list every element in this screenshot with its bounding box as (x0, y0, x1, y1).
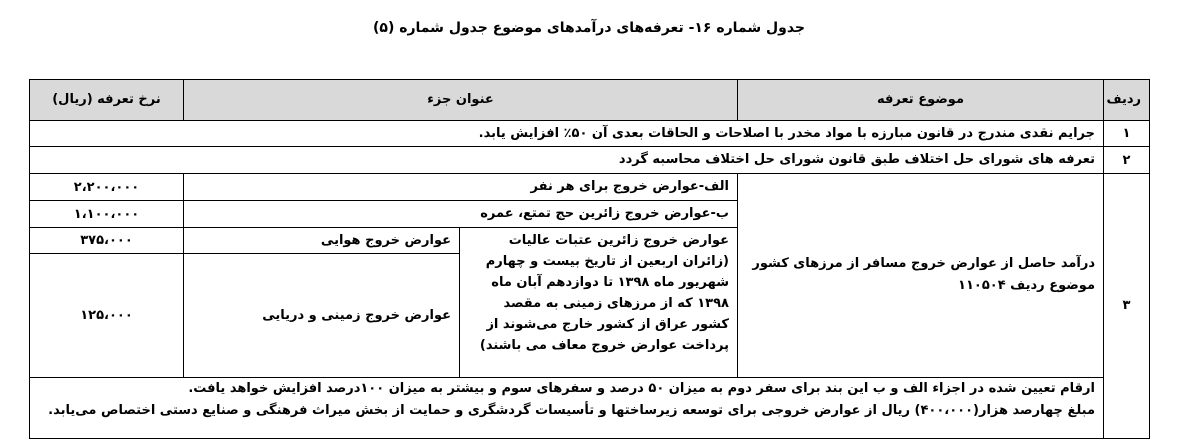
item-a-label: الف-عوارض خروج برای هر نفر (184, 173, 738, 201)
tariff-table (29, 79, 1150, 439)
header-rate: نرخ تعرفه (ریال) (30, 80, 184, 121)
row-text: تعرفه های شورای حل اختلاف طبق قانون شورای حل اختلاف محاسبه گردد (30, 147, 1104, 174)
row-text: جرایم نقدی مندرج در قانون مبارزه با مواد مخدر با اصلاحات و الحاقات بعدی آن ۵۰٪ افزایش یابد. (30, 120, 1104, 147)
table-row (30, 377, 1150, 438)
tariff-subject: درآمد حاصل از عوارض خروج مسافر از مرزهای کشور موضوع ردیف ۱۱۰۵۰۴ (738, 173, 1104, 377)
table-row (30, 173, 1150, 201)
item-c-air-label: عوارض خروج هوایی (184, 227, 460, 254)
header-item-title: عنوان جزء (184, 80, 738, 121)
item-c-label: عوارض خروج زائرین عتبات عالیات (زائران اربعین از تاریخ بیست و چهارم شهریور ماه ۱۳۹۸ تا دوازدهم آبان ماه ۱۳۹۸ که از مرزهای زمینی به مقصد کشور عراق از کشور خارج می‌شوند از پرداخت عوارض خروج معاف می باشند) (460, 227, 738, 377)
header-row-no: ردیف (1104, 80, 1150, 121)
row-notes (30, 377, 1104, 438)
note-2: مبلغ چهارصد هزار(۴۰۰،۰۰۰) ریال از عوارض خروجی برای توسعه زیرساختها و تأسیسات گردشگری و حمایت از بخش میراث فرهنگی و صنایع دستی اختصاص می‌یابد. (48, 402, 1095, 418)
item-c-land-label: عوارض خروج زمینی و دریایی (184, 254, 460, 377)
row-number: ۳ (1104, 173, 1150, 438)
item-a-rate: ۲،۲۰۰،۰۰۰ (30, 173, 184, 201)
table-row (30, 147, 1150, 174)
item-b-label: ب-عوارض خروج زائرین حج تمتع، عمره (184, 201, 738, 228)
item-c-land-rate: ۱۲۵،۰۰۰ (30, 254, 184, 377)
item-c-air-rate: ۳۷۵،۰۰۰ (30, 227, 184, 254)
note-1: ارقام تعیین شده در اجزاء الف و ب این بند برای سفر دوم به میزان ۵۰ درصد و سفرهای سوم و بیشتر به میزان ۱۰۰درصد افزایش خواهد یافت. (188, 380, 1095, 396)
item-b-rate: ۱،۱۰۰،۰۰۰ (30, 201, 184, 228)
header-subject: موضوع تعرفه (738, 80, 1104, 121)
header-row (30, 80, 1150, 121)
row-number: ۲ (1104, 147, 1150, 174)
table-row (30, 120, 1150, 147)
table-caption: جدول شماره ۱۶- تعرفه‌های درآمدهای موضوع جدول شماره (۵) (372, 20, 805, 36)
row-number: ۱ (1104, 120, 1150, 147)
